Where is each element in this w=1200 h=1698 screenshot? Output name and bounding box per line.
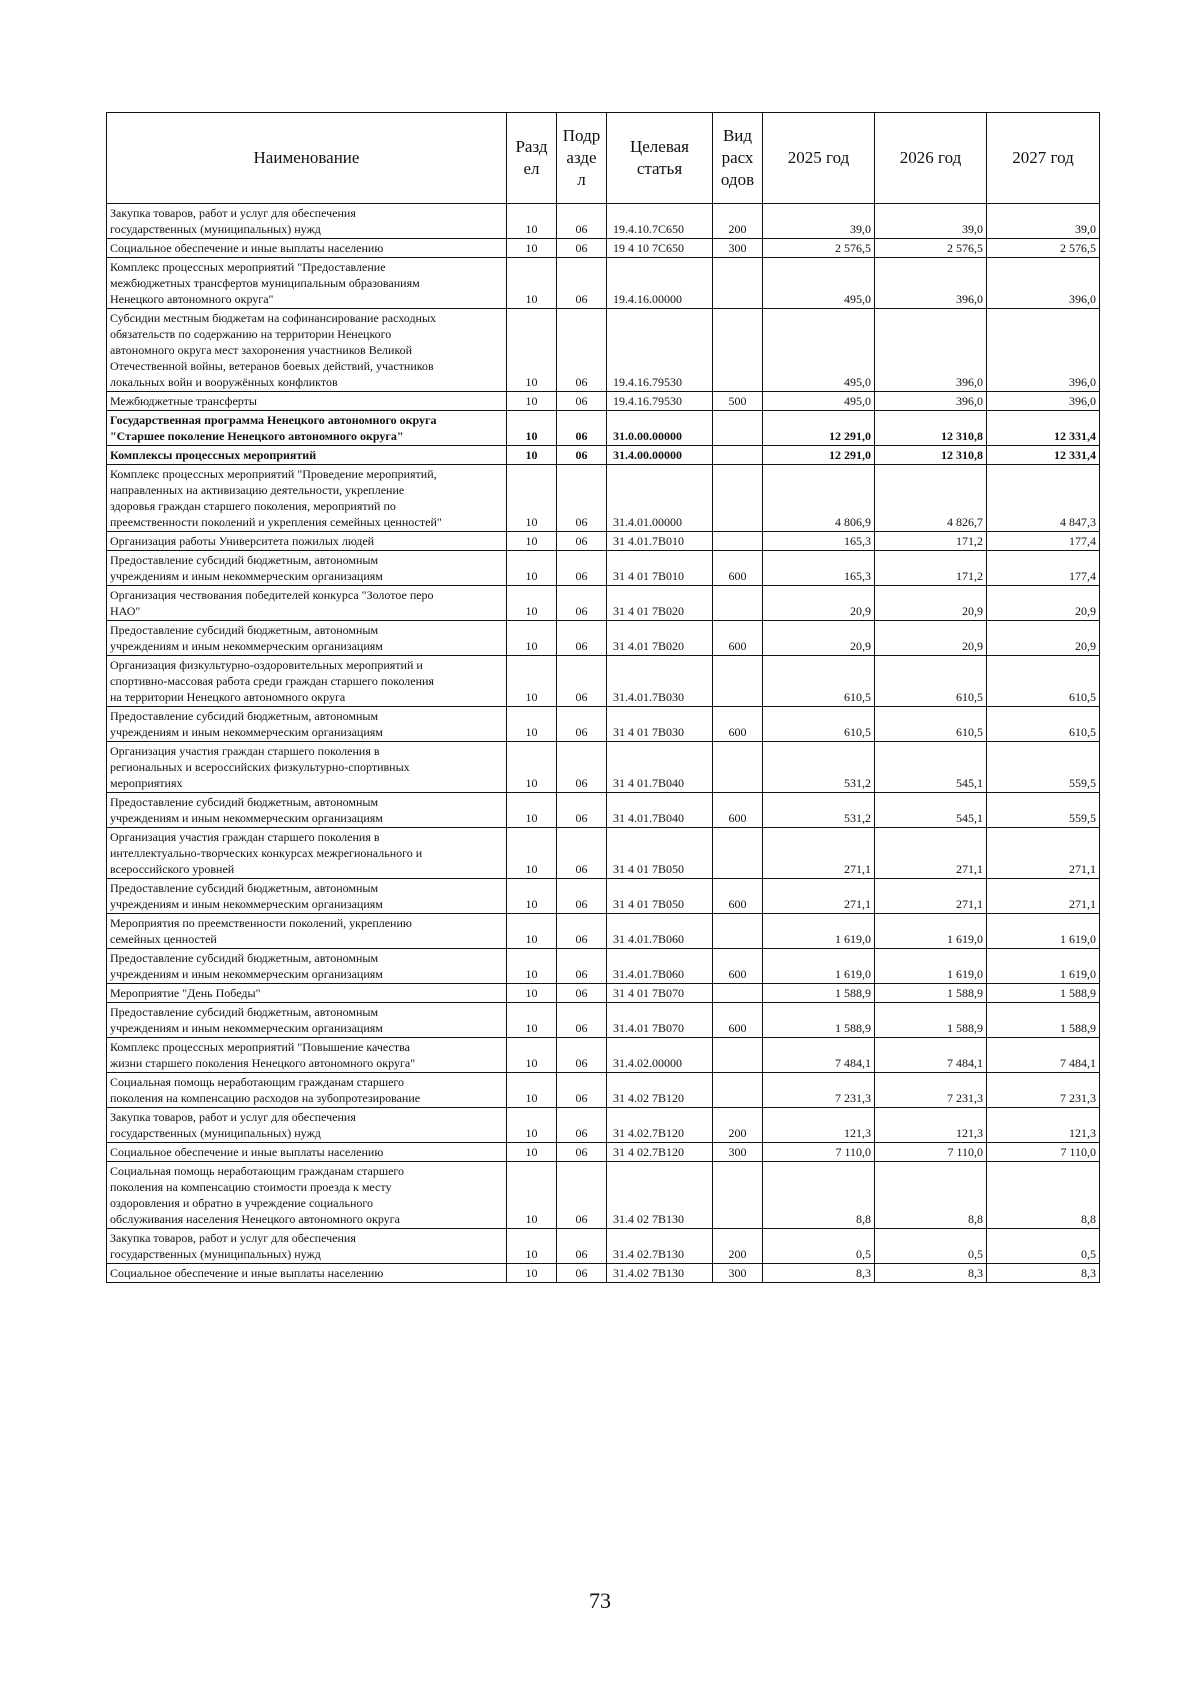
cell-expense-type <box>713 586 763 621</box>
cell-2026: 8,8 <box>875 1162 987 1229</box>
cell-expense-type <box>713 1073 763 1108</box>
cell-section: 10 <box>507 1143 557 1162</box>
cell-2027: 1 588,9 <box>987 984 1100 1003</box>
cell-target-article: 31.4.01.7B060 <box>607 949 713 984</box>
cell-2027: 396,0 <box>987 258 1100 309</box>
cell-2026: 271,1 <box>875 828 987 879</box>
cell-2025: 2 576,5 <box>763 239 875 258</box>
table-row <box>107 586 1100 621</box>
cell-2025: 495,0 <box>763 258 875 309</box>
cell-2026: 12 310,8 <box>875 411 987 446</box>
cell-expense-type <box>713 656 763 707</box>
cell-expense-type <box>713 411 763 446</box>
cell-2026: 39,0 <box>875 204 987 239</box>
cell-name: Государственная программа Ненецкого автономного округа "Старшее поколение Ненецкого автономного округа" <box>107 411 507 446</box>
cell-2026: 12 310,8 <box>875 446 987 465</box>
cell-target-article: 31.4.02.00000 <box>607 1038 713 1073</box>
cell-2026: 271,1 <box>875 879 987 914</box>
cell-2025: 39,0 <box>763 204 875 239</box>
cell-2025: 7 110,0 <box>763 1143 875 1162</box>
cell-2027: 7 231,3 <box>987 1073 1100 1108</box>
budget-table-sheet <box>106 112 1099 1283</box>
cell-subsection: 06 <box>557 586 607 621</box>
header-year-2025: 2025 год <box>763 113 875 204</box>
cell-target-article: 31 4.01 7B020 <box>607 621 713 656</box>
cell-target-article: 19 4 10 7C650 <box>607 239 713 258</box>
cell-2025: 1 619,0 <box>763 949 875 984</box>
cell-section: 10 <box>507 258 557 309</box>
cell-2026: 20,9 <box>875 586 987 621</box>
cell-target-article: 31 4 01 7B020 <box>607 586 713 621</box>
header-section: Разд ел <box>507 113 557 204</box>
cell-subsection: 06 <box>557 707 607 742</box>
cell-2026: 0,5 <box>875 1229 987 1264</box>
page-number: 73 <box>589 1588 611 1613</box>
cell-2027: 20,9 <box>987 621 1100 656</box>
cell-expense-type <box>713 984 763 1003</box>
cell-expense-type <box>713 1038 763 1073</box>
table-row <box>107 411 1100 446</box>
table-row <box>107 1073 1100 1108</box>
table-row <box>107 258 1100 309</box>
cell-subsection: 06 <box>557 258 607 309</box>
table-row <box>107 1162 1100 1229</box>
cell-name: Субсидии местным бюджетам на софинансирование расходных обязательств по содержанию на территории Ненецкого автономного округа мест захоронения участников Великой Отечественной войны, ветеранов боевых действий, участников локальных войн и вооружённых конфликтов <box>107 309 507 392</box>
cell-subsection: 06 <box>557 914 607 949</box>
cell-expense-type: 200 <box>713 204 763 239</box>
cell-expense-type <box>713 258 763 309</box>
cell-subsection: 06 <box>557 392 607 411</box>
cell-2027: 559,5 <box>987 793 1100 828</box>
cell-target-article: 31.4 02.7B130 <box>607 1229 713 1264</box>
table-row <box>107 656 1100 707</box>
cell-subsection: 06 <box>557 1162 607 1229</box>
table-row <box>107 309 1100 392</box>
cell-target-article: 31 4 01.7B040 <box>607 742 713 793</box>
cell-name: Социальная помощь неработающим гражданам старшего поколения на компенсацию расходов на зубопротезирование <box>107 1073 507 1108</box>
cell-2026: 121,3 <box>875 1108 987 1143</box>
cell-target-article: 19.4.16.79530 <box>607 309 713 392</box>
cell-expense-type: 600 <box>713 707 763 742</box>
cell-name: Социальное обеспечение и иные выплаты населению <box>107 239 507 258</box>
cell-name: Закупка товаров, работ и услуг для обеспечения государственных (муниципальных) нужд <box>107 1108 507 1143</box>
cell-subsection: 06 <box>557 621 607 656</box>
cell-expense-type: 600 <box>713 793 763 828</box>
cell-2025: 165,3 <box>763 532 875 551</box>
cell-section: 10 <box>507 1073 557 1108</box>
cell-subsection: 06 <box>557 949 607 984</box>
cell-expense-type <box>713 1162 763 1229</box>
cell-2027: 1 619,0 <box>987 949 1100 984</box>
header-name: Наименование <box>107 113 507 204</box>
table-row <box>107 1264 1100 1283</box>
cell-2026: 7 231,3 <box>875 1073 987 1108</box>
table-row <box>107 204 1100 239</box>
cell-name: Организация физкультурно-оздоровительных мероприятий и спортивно-массовая работа среди граждан старшего поколения на территории Ненецкого автономного округа <box>107 656 507 707</box>
cell-target-article: 19.4.16.00000 <box>607 258 713 309</box>
cell-section: 10 <box>507 984 557 1003</box>
cell-2026: 171,2 <box>875 532 987 551</box>
cell-target-article: 31 4 01 7B050 <box>607 828 713 879</box>
cell-subsection: 06 <box>557 1229 607 1264</box>
cell-2027: 271,1 <box>987 879 1100 914</box>
cell-section: 10 <box>507 828 557 879</box>
cell-subsection: 06 <box>557 793 607 828</box>
cell-2026: 396,0 <box>875 309 987 392</box>
cell-expense-type <box>713 532 763 551</box>
cell-2025: 1 619,0 <box>763 914 875 949</box>
cell-name: Закупка товаров, работ и услуг для обеспечения государственных (муниципальных) нужд <box>107 1229 507 1264</box>
cell-2026: 1 619,0 <box>875 914 987 949</box>
table-row <box>107 879 1100 914</box>
cell-name: Предоставление субсидий бюджетным, автономным учреждениям и иным некоммерческим организациям <box>107 1003 507 1038</box>
cell-2027: 8,8 <box>987 1162 1100 1229</box>
cell-expense-type <box>713 465 763 532</box>
cell-name: Предоставление субсидий бюджетным, автономным учреждениям и иным некоммерческим организациям <box>107 949 507 984</box>
cell-2027: 610,5 <box>987 656 1100 707</box>
cell-2025: 0,5 <box>763 1229 875 1264</box>
cell-subsection: 06 <box>557 656 607 707</box>
cell-section: 10 <box>507 1003 557 1038</box>
cell-name: Предоставление субсидий бюджетным, автономным учреждениям и иным некоммерческим организациям <box>107 707 507 742</box>
cell-target-article: 31 4 01 7B050 <box>607 879 713 914</box>
cell-expense-type: 200 <box>713 1229 763 1264</box>
table-row <box>107 984 1100 1003</box>
header-year-2027: 2027 год <box>987 113 1100 204</box>
cell-name: Мероприятия по преемственности поколений, укреплению семейных ценностей <box>107 914 507 949</box>
cell-name: Социальная помощь неработающим гражданам старшего поколения на компенсацию стоимости проезда к месту оздоровления и обратно в учреждение социального обслуживания населения Ненецкого автономного округа <box>107 1162 507 1229</box>
header-year-2026: 2026 год <box>875 113 987 204</box>
cell-2027: 7 484,1 <box>987 1038 1100 1073</box>
header-target-article: Целевая статья <box>607 113 713 204</box>
cell-target-article: 31.4.02 7B130 <box>607 1264 713 1283</box>
table-row <box>107 446 1100 465</box>
cell-2025: 271,1 <box>763 828 875 879</box>
cell-name: Закупка товаров, работ и услуг для обеспечения государственных (муниципальных) нужд <box>107 204 507 239</box>
cell-name: Предоставление субсидий бюджетным, автономным учреждениям и иным некоммерческим организациям <box>107 551 507 586</box>
cell-section: 10 <box>507 204 557 239</box>
cell-2025: 165,3 <box>763 551 875 586</box>
cell-target-article: 31 4.01.7B010 <box>607 532 713 551</box>
cell-2025: 8,8 <box>763 1162 875 1229</box>
cell-2026: 2 576,5 <box>875 239 987 258</box>
table-row <box>107 828 1100 879</box>
cell-2025: 495,0 <box>763 392 875 411</box>
cell-expense-type: 200 <box>713 1108 763 1143</box>
cell-2026: 610,5 <box>875 656 987 707</box>
table-body <box>107 204 1100 1283</box>
table-row <box>107 1038 1100 1073</box>
cell-subsection: 06 <box>557 1073 607 1108</box>
cell-name: Социальное обеспечение и иные выплаты населению <box>107 1143 507 1162</box>
table-row <box>107 621 1100 656</box>
cell-name: Организация участия граждан старшего поколения в региональных и всероссийских физкультурно-спортивных мероприятиях <box>107 742 507 793</box>
cell-target-article: 31 4 02.7B120 <box>607 1143 713 1162</box>
table-row <box>107 1229 1100 1264</box>
cell-2027: 8,3 <box>987 1264 1100 1283</box>
cell-2027: 4 847,3 <box>987 465 1100 532</box>
cell-target-article: 31 4 01 7B030 <box>607 707 713 742</box>
cell-section: 10 <box>507 1229 557 1264</box>
cell-2027: 121,3 <box>987 1108 1100 1143</box>
cell-2027: 271,1 <box>987 828 1100 879</box>
cell-2027: 39,0 <box>987 204 1100 239</box>
cell-section: 10 <box>507 1162 557 1229</box>
cell-2026: 610,5 <box>875 707 987 742</box>
table-row <box>107 465 1100 532</box>
cell-2027: 396,0 <box>987 309 1100 392</box>
cell-section: 10 <box>507 551 557 586</box>
cell-target-article: 31.4 02 7B130 <box>607 1162 713 1229</box>
table-row <box>107 742 1100 793</box>
cell-expense-type <box>713 309 763 392</box>
cell-expense-type <box>713 446 763 465</box>
cell-expense-type: 300 <box>713 239 763 258</box>
cell-target-article: 31.4.00.00000 <box>607 446 713 465</box>
cell-target-article: 31.4.01 7B070 <box>607 1003 713 1038</box>
cell-subsection: 06 <box>557 411 607 446</box>
cell-2026: 545,1 <box>875 742 987 793</box>
cell-section: 10 <box>507 914 557 949</box>
cell-2027: 396,0 <box>987 392 1100 411</box>
cell-subsection: 06 <box>557 742 607 793</box>
cell-section: 10 <box>507 309 557 392</box>
cell-target-article: 31 4.02.7B120 <box>607 1108 713 1143</box>
table-row <box>107 532 1100 551</box>
cell-target-article: 31 4 01 7B010 <box>607 551 713 586</box>
cell-name: Социальное обеспечение и иные выплаты населению <box>107 1264 507 1283</box>
cell-name: Комплексы процессных мероприятий <box>107 446 507 465</box>
cell-2025: 20,9 <box>763 586 875 621</box>
cell-target-article: 31 4 01 7B070 <box>607 984 713 1003</box>
cell-2027: 177,4 <box>987 551 1100 586</box>
cell-2025: 121,3 <box>763 1108 875 1143</box>
table-row <box>107 392 1100 411</box>
table-row <box>107 1143 1100 1162</box>
cell-2025: 4 806,9 <box>763 465 875 532</box>
cell-target-article: 19.4.10.7C650 <box>607 204 713 239</box>
cell-2026: 396,0 <box>875 258 987 309</box>
cell-2025: 531,2 <box>763 742 875 793</box>
cell-target-article: 31.4.01.00000 <box>607 465 713 532</box>
cell-name: Предоставление субсидий бюджетным, автономным учреждениям и иным некоммерческим организациям <box>107 621 507 656</box>
cell-2025: 495,0 <box>763 309 875 392</box>
cell-expense-type: 500 <box>713 392 763 411</box>
cell-2025: 12 291,0 <box>763 411 875 446</box>
cell-section: 10 <box>507 742 557 793</box>
cell-2025: 610,5 <box>763 656 875 707</box>
cell-2026: 1 588,9 <box>875 984 987 1003</box>
cell-2025: 610,5 <box>763 707 875 742</box>
cell-name: Организация работы Университета пожилых людей <box>107 532 507 551</box>
cell-section: 10 <box>507 465 557 532</box>
cell-expense-type: 600 <box>713 621 763 656</box>
cell-section: 10 <box>507 1264 557 1283</box>
cell-section: 10 <box>507 411 557 446</box>
cell-name: Межбюджетные трансферты <box>107 392 507 411</box>
cell-expense-type: 600 <box>713 551 763 586</box>
cell-section: 10 <box>507 586 557 621</box>
cell-section: 10 <box>507 446 557 465</box>
cell-subsection: 06 <box>557 551 607 586</box>
cell-section: 10 <box>507 1108 557 1143</box>
cell-subsection: 06 <box>557 1264 607 1283</box>
cell-section: 10 <box>507 1038 557 1073</box>
cell-2025: 531,2 <box>763 793 875 828</box>
cell-2027: 610,5 <box>987 707 1100 742</box>
cell-2027: 0,5 <box>987 1229 1100 1264</box>
cell-section: 10 <box>507 621 557 656</box>
cell-section: 10 <box>507 392 557 411</box>
cell-2027: 12 331,4 <box>987 446 1100 465</box>
header-subsection: Подр азде л <box>557 113 607 204</box>
cell-2027: 7 110,0 <box>987 1143 1100 1162</box>
cell-name: Комплекс процессных мероприятий "Повышение качества жизни старшего поколения Ненецкого автономного округа" <box>107 1038 507 1073</box>
cell-section: 10 <box>507 239 557 258</box>
cell-target-article: 31 4.02 7B120 <box>607 1073 713 1108</box>
cell-expense-type: 300 <box>713 1143 763 1162</box>
cell-section: 10 <box>507 707 557 742</box>
header-expense-type: Вид расх одов <box>713 113 763 204</box>
cell-2027: 1 588,9 <box>987 1003 1100 1038</box>
cell-expense-type: 600 <box>713 949 763 984</box>
cell-expense-type: 600 <box>713 879 763 914</box>
cell-subsection: 06 <box>557 1038 607 1073</box>
table-row <box>107 707 1100 742</box>
cell-subsection: 06 <box>557 532 607 551</box>
cell-section: 10 <box>507 656 557 707</box>
cell-2027: 12 331,4 <box>987 411 1100 446</box>
cell-expense-type <box>713 742 763 793</box>
cell-2027: 20,9 <box>987 586 1100 621</box>
cell-subsection: 06 <box>557 879 607 914</box>
cell-subsection: 06 <box>557 465 607 532</box>
cell-target-article: 19.4.16.79530 <box>607 392 713 411</box>
cell-target-article: 31 4.01.7B060 <box>607 914 713 949</box>
cell-2026: 4 826,7 <box>875 465 987 532</box>
cell-name: Комплекс процессных мероприятий "Проведение мероприятий, направленных на активизацию деятельности, укрепление здоровья граждан старшего поколения, мероприятий по преемственности поколений и укрепления семейных ценностей" <box>107 465 507 532</box>
cell-2026: 171,2 <box>875 551 987 586</box>
cell-subsection: 06 <box>557 204 607 239</box>
cell-2026: 1 619,0 <box>875 949 987 984</box>
cell-section: 10 <box>507 532 557 551</box>
cell-section: 10 <box>507 949 557 984</box>
cell-target-article: 31.0.00.00000 <box>607 411 713 446</box>
cell-subsection: 06 <box>557 1108 607 1143</box>
cell-name: Мероприятие "День Победы" <box>107 984 507 1003</box>
cell-target-article: 31.4.01.7B030 <box>607 656 713 707</box>
cell-2025: 20,9 <box>763 621 875 656</box>
cell-section: 10 <box>507 793 557 828</box>
cell-subsection: 06 <box>557 1003 607 1038</box>
cell-2026: 396,0 <box>875 392 987 411</box>
cell-subsection: 06 <box>557 1143 607 1162</box>
cell-2025: 271,1 <box>763 879 875 914</box>
cell-subsection: 06 <box>557 309 607 392</box>
table-row <box>107 949 1100 984</box>
cell-2026: 7 110,0 <box>875 1143 987 1162</box>
table-row <box>107 1108 1100 1143</box>
cell-expense-type: 600 <box>713 1003 763 1038</box>
cell-2025: 1 588,9 <box>763 1003 875 1038</box>
cell-expense-type: 300 <box>713 1264 763 1283</box>
cell-2027: 2 576,5 <box>987 239 1100 258</box>
cell-expense-type <box>713 828 763 879</box>
cell-2026: 545,1 <box>875 793 987 828</box>
table-row <box>107 914 1100 949</box>
cell-2025: 1 588,9 <box>763 984 875 1003</box>
cell-expense-type <box>713 914 763 949</box>
cell-section: 10 <box>507 879 557 914</box>
cell-subsection: 06 <box>557 828 607 879</box>
cell-2027: 1 619,0 <box>987 914 1100 949</box>
table-row <box>107 793 1100 828</box>
cell-name: Предоставление субсидий бюджетным, автономным учреждениям и иным некоммерческим организациям <box>107 793 507 828</box>
cell-2027: 559,5 <box>987 742 1100 793</box>
table-row <box>107 239 1100 258</box>
cell-subsection: 06 <box>557 446 607 465</box>
cell-name: Организация участия граждан старшего поколения в интеллектуально-творческих конкурсах межрегионального и всероссийского уровней <box>107 828 507 879</box>
cell-2025: 12 291,0 <box>763 446 875 465</box>
table-row <box>107 551 1100 586</box>
table-header-row <box>107 113 1100 204</box>
cell-2026: 8,3 <box>875 1264 987 1283</box>
cell-subsection: 06 <box>557 239 607 258</box>
cell-2025: 8,3 <box>763 1264 875 1283</box>
cell-2026: 20,9 <box>875 621 987 656</box>
cell-target-article: 31 4.01.7B040 <box>607 793 713 828</box>
cell-2026: 7 484,1 <box>875 1038 987 1073</box>
budget-table <box>106 112 1100 1283</box>
cell-name: Организация чествования победителей конкурса "Золотое перо НАО" <box>107 586 507 621</box>
cell-2026: 1 588,9 <box>875 1003 987 1038</box>
cell-name: Комплекс процессных мероприятий "Предоставление межбюджетных трансфертов муниципальным образованиям Ненецкого автономного округа" <box>107 258 507 309</box>
cell-2025: 7 231,3 <box>763 1073 875 1108</box>
cell-2025: 7 484,1 <box>763 1038 875 1073</box>
cell-name: Предоставление субсидий бюджетным, автономным учреждениям и иным некоммерческим организациям <box>107 879 507 914</box>
cell-2027: 177,4 <box>987 532 1100 551</box>
table-row <box>107 1003 1100 1038</box>
cell-subsection: 06 <box>557 984 607 1003</box>
